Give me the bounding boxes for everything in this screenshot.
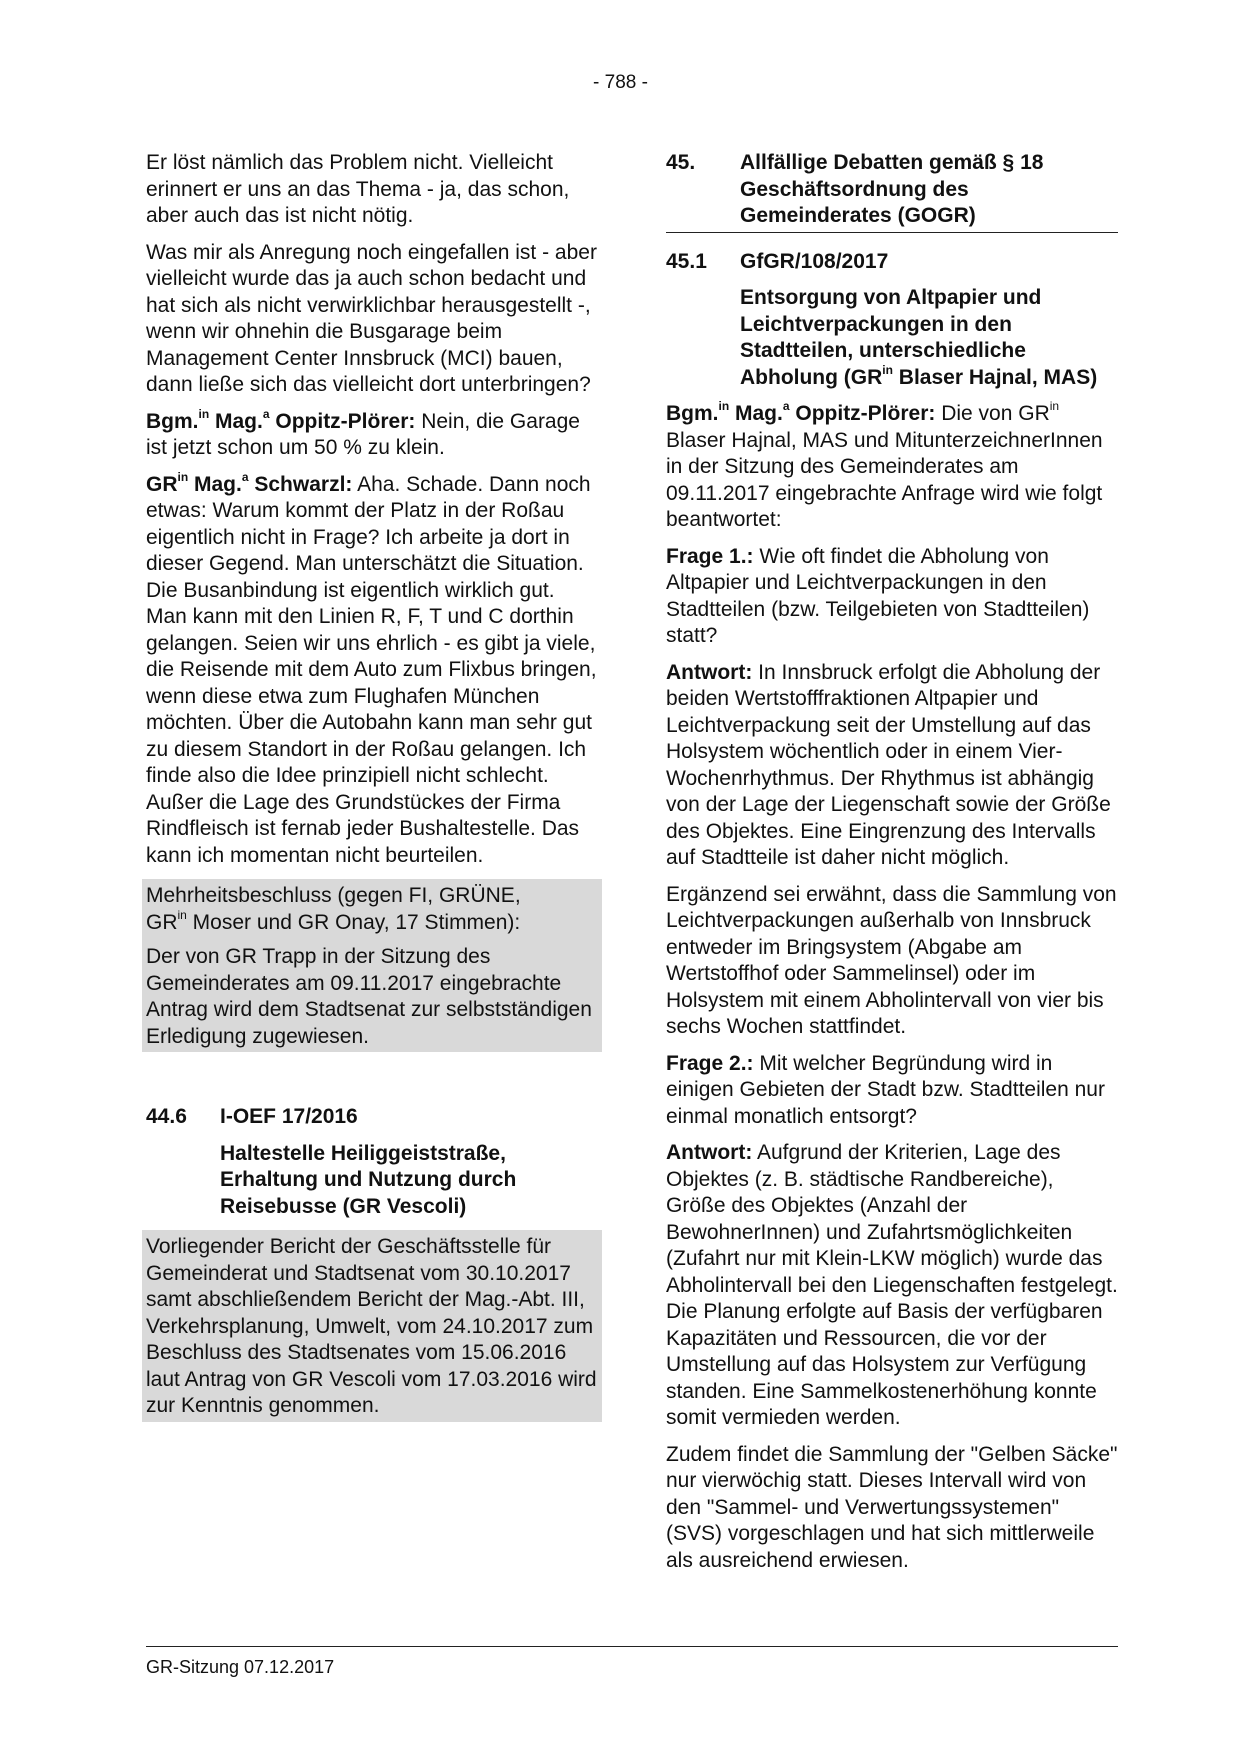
left-column — [146, 150, 598, 1422]
paragraph: Ergänzend sei erwähnt, dass die Sammlung von Leichtverpackungen außerhalb von Innsbruck entweder im Bringsystem (Abgabe am Wertstoffhof oder Sammelinsel) oder im Holsystem mit einem Abholintervall von vier bis sechs Wochen stattfindet. — [666, 882, 1117, 1038]
speaker-name: $GR^{in}$ Mag.$^a$ Schwarzl: — [146, 469, 353, 496]
section-heading-45: 45. Allfällige Debatten gemäß § 18 Geschäftsordnung des Gemeinderates (GOGR) — [666, 150, 1118, 233]
paragraph: Er löst nämlich das Problem nicht. Vielleicht erinnert er uns an das Thema - ja, das schon, aber auch das ist nicht nötig. — [146, 151, 570, 227]
section-heading-45-1: 45.1 GfGR/108/2017 — [666, 249, 889, 273]
section-heading-44-6: 44.6 I-OEF 17/2016 — [146, 1105, 358, 1128]
paragraph: Zudem findet die Sammlung der "Gelben Säcke" nur vierwöchig statt. Dieses Intervall wird von den "Sammel- und Verwertungssystemen" (SVS) vorgeschlagen und hat sich mittlerweile als ausreichend erwiesen. — [666, 1442, 1118, 1572]
speaker-name: Bgm.$^{in}$ Mag.$^a$ Oppitz-Plörer: — [146, 406, 416, 433]
speech-oppitz-ploerer: Bgm.$^{in}$ Mag.$^a$ Oppitz-Plörer: Nein, die Garage ist jetzt schon um 50 % zu klein. — [146, 406, 580, 459]
page-number: - 788 - — [593, 72, 648, 93]
report-text: Vorliegender Bericht der Geschäftsstelle für Gemeinderat und Stadtsenat vom 30.10.2017 samt abschließendem Bericht der Mag.-Abt. III, Verkehrsplanung, Umwelt, vom 24.10.2017 zum Beschluss des Stadtsenates vom 15.06.2016 laut Antrag von GR Vescoli vom 17.03.2016 wird zur Kenntnis genommen. — [146, 1235, 597, 1417]
footer-session-date: GR-Sitzung 07.12.2017 — [146, 1657, 335, 1677]
speech-oppitz-ploerer: Bgm.$^{in}$ Mag.$^a$ Oppitz-Plörer: Die von $GR^{in}$ Blaser Hajnal, MAS und MitunterzeichnerInnen in der Sitzung des Gemeinderates am 09.11.2017 eingebrachte Anfrage wird wie folgt beantwortet: — [666, 399, 1103, 531]
vote-result: Mehrheitsbeschluss (gegen FI, GRÜNE, $GR^{in}$ Moser und GR Onay, 17 Stimmen): — [146, 884, 521, 934]
resolution-box — [142, 879, 602, 1052]
section-title: Haltestelle Heiliggeiststraße, Erhaltung und Nutzung durch Reisebusse (GR Vescoli) — [220, 1141, 517, 1218]
question-2: Frage 2.: Mit welcher Begründung wird in einigen Gebieten der Stadt bzw. Stadtteilen nur einmal monatlich entsorgt? — [666, 1051, 1105, 1128]
answer-1: Antwort: In Innsbruck erfolgt die Abholung der beiden Wertstofffraktionen Altpapier und Leichtverpackung seit der Umstellung auf das Holsystem wöchentlich oder in einem Vier-Wochenrhythmus. Der Rhythmus ist abhängig von der Lage der Liegenschaft sowie der Größe des Objektes. Eine Eingrenzung des Intervalls auf Stadtteile ist daher nicht möglich. — [666, 660, 1111, 869]
paragraph: Was mir als Anregung noch eingefallen ist - aber vielleicht wurde das ja auch schon bedacht und hat sich als nicht verwirklichbar herausgestellt -, wenn wir ohnehin die Busgarage beim Management Center Innsbruck (MCI) bauen, dann ließe sich das vielleicht dort unterbringen? — [146, 240, 597, 396]
resolution-text: Der von GR Trapp in der Sitzung des Gemeinderates am 09.11.2017 eingebrachte Antrag wird dem Stadtsenat zur selbstständigen Erledigung zugewiesen. — [146, 945, 592, 1048]
speech-schwarzl: $GR^{in}$ Mag.$^a$ Schwarzl: Aha. Schade. Dann noch etwas: Warum kommt der Platz in der Roßau eigentlich nicht in Frage? Ich arbeite ja dort in dieser Gegend. Man unterschätzt die Situation. Die Busanbindung ist eigentlich wirklich gut. Man kann mit den Linien R, F, T und C dorthin gelangen. Seien wir uns ehrlich - es gibt ja viele, die Reisende mit dem Auto zum Flixbus bringen, wenn diese etwa zum Flughafen München möchten. Über die Autobahn kann man sehr gut zu diesem Standort in der Roßau gelangen. Ich finde also die Idee prinzipiell nicht schlecht. Außer die Lage des Grundstückes der Firma Rindfleisch ist fernab jeder Bushaltestelle. Das kann ich momentan nicht beurteilen. — [146, 469, 597, 867]
speaker-name: Bgm.$^{in}$ Mag.$^a$ Oppitz-Plörer: — [666, 399, 936, 425]
right-column — [666, 150, 1118, 1584]
footer-divider — [146, 1646, 1118, 1647]
question-1: Frage 1.: Wie oft findet die Abholung von Altpapier und Leichtverpackungen in den Stadtteilen (bzw. Teilgebieten von Stadtteilen) statt? — [666, 544, 1090, 647]
report-box — [142, 1230, 602, 1422]
section-title: Entsorgung von Altpapier und Leichtverpackungen in den Stadtteilen, unterschiedliche Abholung ($GR^{in}$ Blaser Hajnal, MAS) — [740, 286, 1098, 389]
answer-2: Antwort: Aufgrund der Kriterien, Lage des Objektes (z. B. städtische Randbereiche), Größe des Objektes (Anzahl der BewohnerInnen) und Zufahrtsmöglichkeiten (Zufahrt nur mit Klein-LKW möglich) wurde das Abholintervall bei den Liegenschaften festgelegt. Die Planung erfolgte auf Basis der verfügbaren Kapazitäten und Ressourcen, die vor der Umstellung auf das Holsystem zur Verfügung standen. Eine Sammelkostenerhöhung konnte somit vermieden werden. — [666, 1141, 1118, 1429]
